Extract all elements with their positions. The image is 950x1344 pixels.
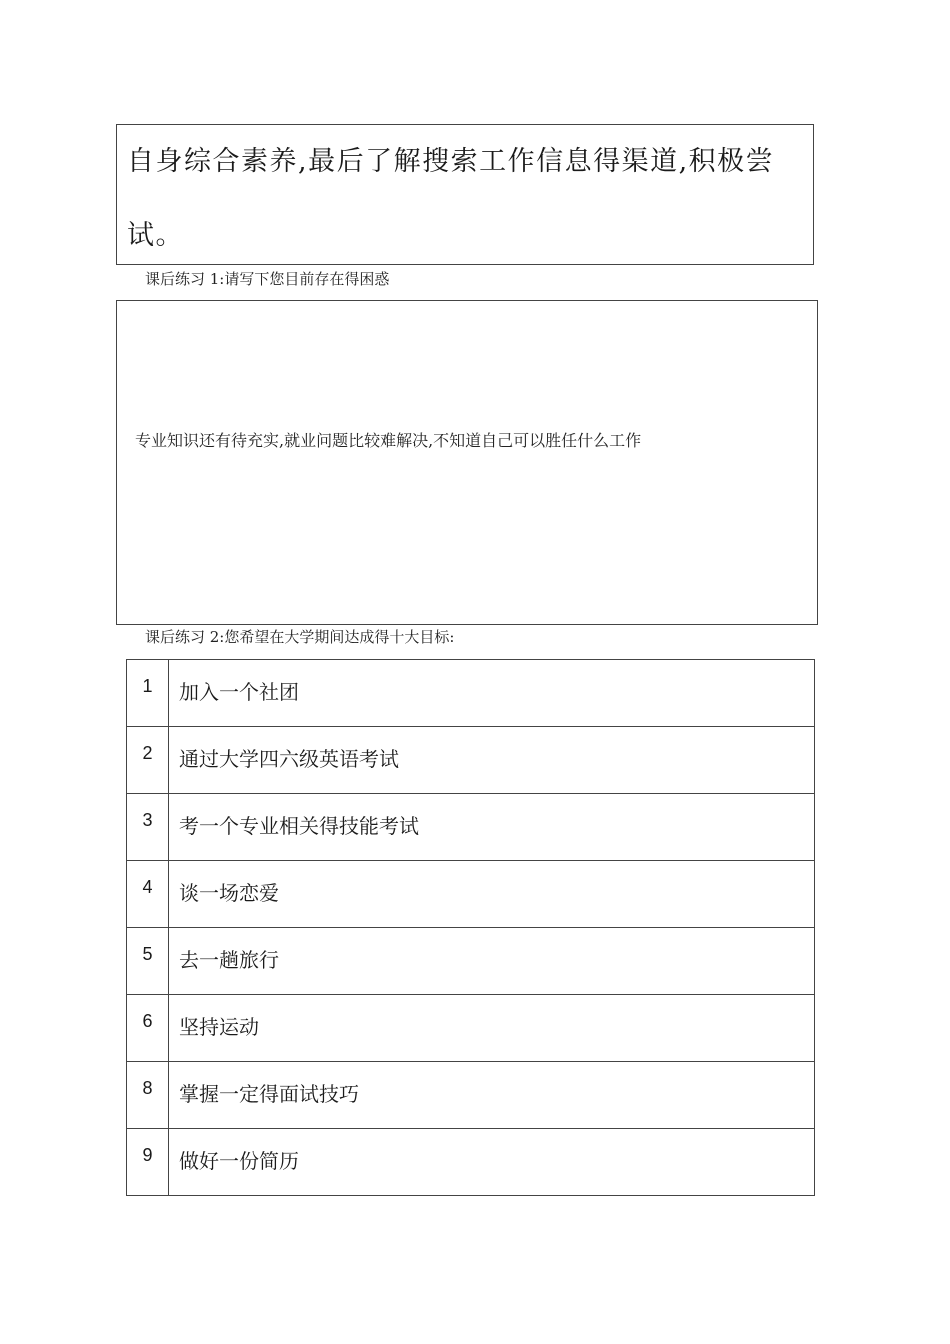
goal-text: 通过大学四六级英语考试 <box>169 727 815 794</box>
exercise-1-answer-box <box>116 300 818 625</box>
goal-text: 掌握一定得面试技巧 <box>169 1062 815 1129</box>
table-row <box>127 995 815 1062</box>
goal-text: 考一个专业相关得技能考试 <box>169 794 815 861</box>
exercise-1-caption: 课后练习 1:请写下您目前存在得困惑 <box>145 270 390 288</box>
goal-text: 做好一份简历 <box>169 1129 815 1196</box>
table-row <box>127 1062 815 1129</box>
goal-number: 9 <box>127 1129 169 1196</box>
goal-text: 谈一场恋爱 <box>169 861 815 928</box>
goal-number: 8 <box>127 1062 169 1129</box>
goal-text: 去一趟旅行 <box>169 928 815 995</box>
goal-number: 3 <box>127 794 169 861</box>
goal-number: 1 <box>127 660 169 727</box>
table-row <box>127 660 815 727</box>
goal-text: 坚持运动 <box>169 995 815 1062</box>
table-row <box>127 861 815 928</box>
goal-number: 6 <box>127 995 169 1062</box>
goal-number: 2 <box>127 727 169 794</box>
table-row <box>127 727 815 794</box>
goals-table <box>126 659 815 1196</box>
table-row <box>127 794 815 861</box>
exercise-2-caption: 课后练习 2:您希望在大学期间达成得十大目标: <box>145 628 455 646</box>
goal-number: 5 <box>127 928 169 995</box>
exercise-1-answer: 专业知识还有待充实,就业问题比较难解决,不知道自己可以胜任什么工作 <box>135 431 642 450</box>
continued-paragraph: 自身综合素养,最后了解搜索工作信息得渠道,积极尝试。 <box>127 146 775 251</box>
text-box-continued <box>116 124 814 265</box>
table-row <box>127 1129 815 1196</box>
goal-number: 4 <box>127 861 169 928</box>
goal-text: 加入一个社团 <box>169 660 815 727</box>
table-row <box>127 928 815 995</box>
